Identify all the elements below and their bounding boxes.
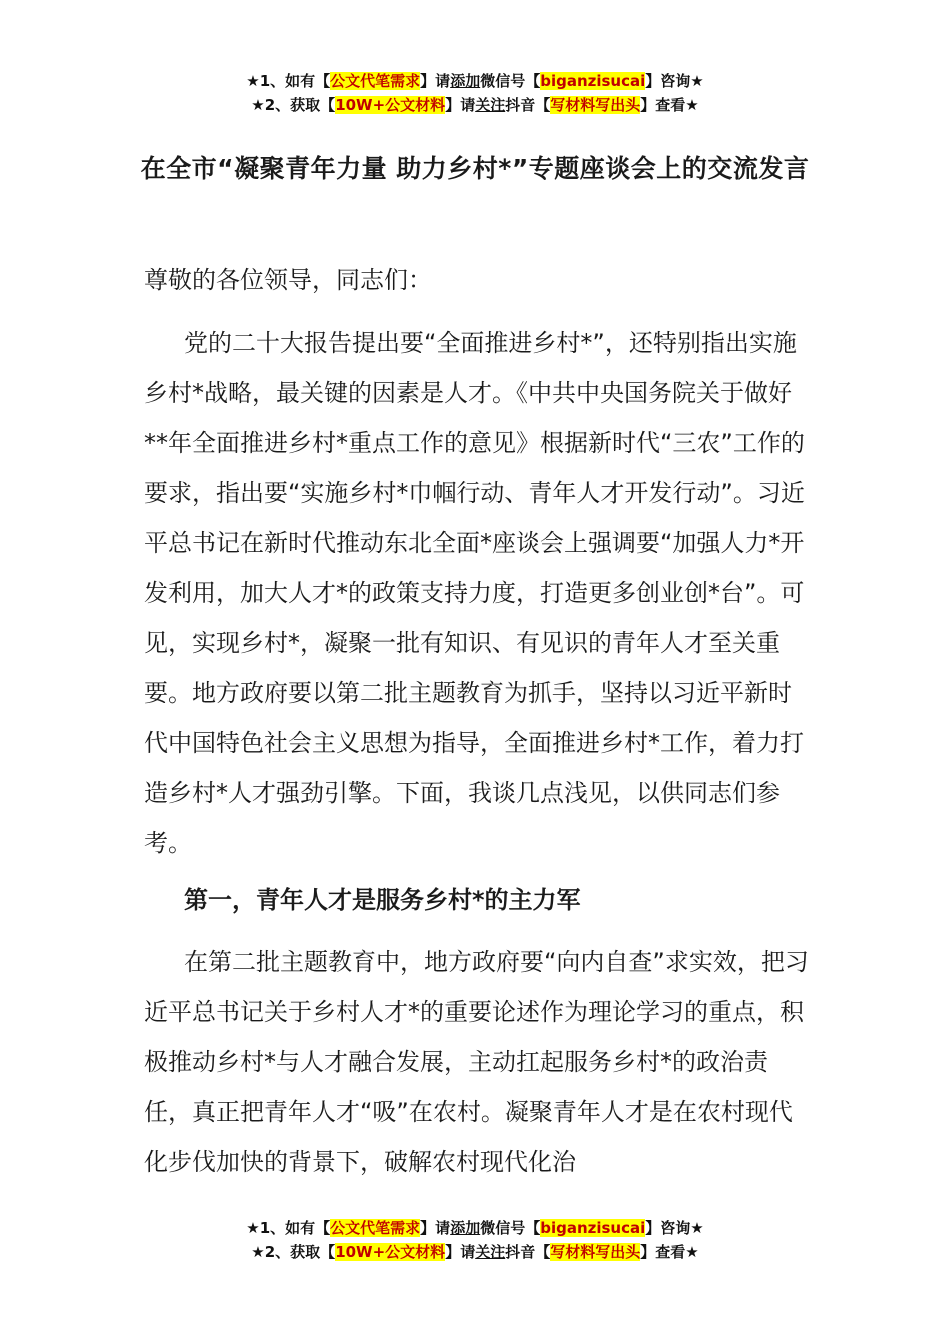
notice-text: 】咨询★	[645, 1219, 704, 1237]
notice-text: 抖音【	[505, 96, 551, 114]
footer-notice	[0, 1216, 950, 1264]
notice-highlight: 10W+公文材料	[335, 1243, 446, 1261]
notice-line-1	[0, 69, 950, 93]
notice-text: 】查看★	[640, 96, 699, 114]
notice-text: ★1、如有【	[246, 72, 331, 90]
document-title: 在全市“凝聚青年力量 助力乡村*”专题座谈会上的交流发言	[140, 154, 810, 183]
notice-text: ★1、如有【	[246, 1219, 331, 1237]
notice-text: ★2、获取【	[251, 1243, 336, 1261]
notice-highlight: biganzisucai	[540, 1219, 646, 1237]
notice-highlight: biganzisucai	[540, 72, 646, 90]
notice-text: 】查看★	[640, 1243, 699, 1261]
notice-text: ★2、获取【	[251, 96, 336, 114]
notice-text: 】请	[445, 1243, 476, 1261]
paragraph-intro: 党的二十大报告提出要“全面推进乡村*”，还特别指出实施乡村*战略，最关键的因素是人才。《中共中央国务院关于做好**年全面推进乡村*重点工作的意见》根据新时代“三农”工作的要求，指出要“实施乡村*巾帼行动、青年人才开发行动”。习近平总书记在新时代推动东北全面*座谈会上强调要“加强人力*开发利用，加大人才*的政策支持力度，打造更多创业创*台”。可见，实现乡村*，凝聚一批有知识、有见识的青年人才至关重要。地方政府要以第二批主题教育为抓手，坚持以习近平新时代中国特色社会主义思想为指导，全面推进乡村*工作，着力打造乡村*人才强劲引擎。下面，我谈几点浅见，以供同志们参考。	[144, 329, 805, 857]
paragraph-section-1: 在第二批主题教育中，地方政府要“向内自查”求实效，把习近平总书记关于乡村人才*的重要论述作为理论学习的重点，积极推动乡村*与人才融合发展，主动扛起服务乡村*的政治责任，真正把青年人才“吸”在农村。凝聚青年人才是在农村现代化步伐加快的背景下，破解农村现代化治	[144, 948, 809, 1176]
notice-highlight: 公文代笔需求	[330, 72, 421, 90]
notice-line-2	[0, 1240, 950, 1264]
notice-text: 】咨询★	[645, 72, 704, 90]
notice-underline: 关注	[475, 96, 506, 114]
notice-text: 】请	[420, 72, 451, 90]
salutation: 尊敬的各位领导，同志们：	[144, 266, 432, 294]
notice-text: 微信号【	[480, 1219, 541, 1237]
notice-line-1	[0, 1216, 950, 1240]
notice-underline: 添加	[450, 72, 481, 90]
notice-underline: 添加	[450, 1219, 481, 1237]
notice-highlight: 写材料写出头	[550, 1243, 641, 1261]
notice-highlight: 写材料写出头	[550, 96, 641, 114]
notice-text: 微信号【	[480, 72, 541, 90]
notice-underline: 关注	[475, 1243, 506, 1261]
notice-text: 】请	[420, 1219, 451, 1237]
notice-highlight: 公文代笔需求	[330, 1219, 421, 1237]
notice-line-2	[0, 93, 950, 117]
notice-text: 抖音【	[505, 1243, 551, 1261]
header-notice	[0, 69, 950, 117]
notice-highlight: 10W+公文材料	[335, 96, 446, 114]
notice-text: 】请	[445, 96, 476, 114]
section-heading-1: 第一，青年人才是服务乡村*的主力军	[184, 886, 581, 914]
